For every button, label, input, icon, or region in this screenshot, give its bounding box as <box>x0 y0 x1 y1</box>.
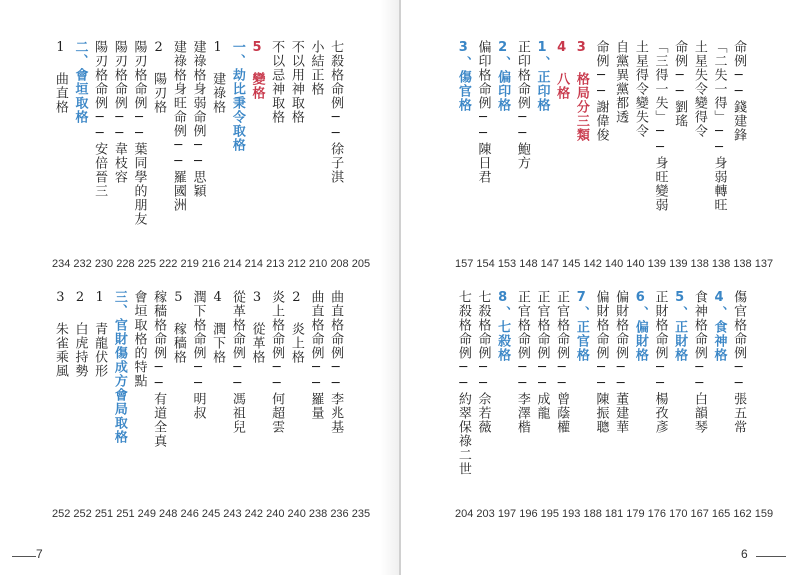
toc-heading: 1、正印格 <box>534 40 550 112</box>
toc-heading: 7、正官格 <box>573 290 589 362</box>
toc-entry: 建祿格身旺命例──羅國洲 <box>170 40 186 212</box>
toc-entry: 七殺格命例──佘若薇 <box>475 290 491 434</box>
toc-entry: 3 從革格 <box>249 290 265 364</box>
toc-entry: 命例──謝偉俊 <box>593 40 609 142</box>
toc-entry: 「三得一失」──身旺變弱 <box>652 40 668 212</box>
toc-entry: 七殺格命例──約翠保祿二世 <box>455 290 471 476</box>
toc-heading: 3 格局分三類 <box>573 40 589 142</box>
toc-entry: 4 潤下格 <box>210 290 226 364</box>
toc-entry: 土星失令變得令 <box>691 40 707 138</box>
toc-entry: 1 建祿格 <box>210 40 226 114</box>
toc-entry: 建祿格身弱命例──思穎 <box>190 40 206 198</box>
toc-entry: 七殺格命例──徐子淇 <box>328 40 344 184</box>
toc-heading: 6、偏財格 <box>632 290 648 362</box>
toc-entry: 偏財格命例──陳振聰 <box>593 290 609 434</box>
toc-heading: 4 八格 <box>554 40 570 100</box>
left-top-page-numbers: 234 232 230 228 225 222 219 216 214 214 213 212 210 208 205 <box>52 258 371 270</box>
toc-entry: 會垣取格的特點 <box>131 290 147 388</box>
toc-heading: 4、食神格 <box>711 290 727 362</box>
right-bottom-page-numbers: 204 203 197 196 195 193 188 181 179 176 170 167 165 162 159 <box>455 508 774 520</box>
toc-entry: 命例──錢建鋒 <box>731 40 747 142</box>
left-folio: 7 <box>36 547 43 561</box>
left-page <box>0 0 399 575</box>
toc-heading: 二、會垣取格 <box>72 40 88 124</box>
toc-entry: 食神格命例──白韻琴 <box>691 290 707 434</box>
toc-heading: 2、偏印格 <box>495 40 511 112</box>
toc-entry: 「二失一得」──身弱轉旺 <box>711 40 727 212</box>
toc-entry: 偏印格命例──陳日君 <box>475 40 491 184</box>
toc-entry: 2 炎上格 <box>288 290 304 364</box>
toc-entry: 1 青龍伏形 <box>92 290 108 378</box>
toc-entry: 偏財格命例──董建華 <box>613 290 629 434</box>
toc-entry: 正官格命例──成龍 <box>534 290 550 420</box>
toc-entry: 炎上格命例──何超雲 <box>269 290 285 434</box>
toc-entry: 曲直格命例──李兆基 <box>328 290 344 434</box>
toc-entry: 正財格命例──楊孜彥 <box>652 290 668 434</box>
toc-entry: 正印格命例──鮑方 <box>514 40 530 170</box>
toc-entry: 自黨異黨都透 <box>613 40 629 124</box>
toc-entry: 陽刃格命例──葉同學的朋友 <box>131 40 147 226</box>
toc-entry: 傷官格命例──張五常 <box>731 290 747 434</box>
toc-heading: 一、劫比秉令取格 <box>229 40 245 152</box>
toc-entry: 正官格命例──曾蔭權 <box>554 290 570 434</box>
toc-entry: 小結正格 <box>308 40 324 96</box>
toc-entry: 3 朱雀乘風 <box>52 290 68 378</box>
toc-heading: 5、正財格 <box>672 290 688 362</box>
right-top-toc-block <box>453 40 748 255</box>
toc-heading: 8、七殺格 <box>495 290 511 362</box>
toc-entry: 1 曲直格 <box>52 40 68 114</box>
left-bottom-toc-block <box>50 290 345 505</box>
toc-heading: 5 變格 <box>249 40 265 100</box>
toc-entry: 潤下格命例──明叔 <box>190 290 206 420</box>
toc-entry: 不以忌神取格 <box>269 40 285 124</box>
toc-entry: 從革格命例──馮祖兒 <box>229 290 245 434</box>
toc-heading: 三、官財傷成方會局取格 <box>111 290 127 444</box>
right-folio: 6 <box>741 547 748 561</box>
right-bottom-toc-block <box>453 290 748 505</box>
toc-entry: 不以用神取格 <box>288 40 304 124</box>
toc-entry: 2 白虎持勢 <box>72 290 88 378</box>
toc-entry: 稼穡格命例──有道全真 <box>151 290 167 448</box>
toc-entry: 2 陽刃格 <box>151 40 167 114</box>
toc-entry: 曲直格命例──羅量 <box>308 290 324 420</box>
right-top-page-numbers: 157 154 153 148 147 145 142 140 140 139 139 138 138 138 137 <box>455 258 774 270</box>
toc-entry: 土星得令變失令 <box>632 40 648 138</box>
left-bottom-page-numbers: 252 252 251 251 249 248 246 245 243 242 240 240 238 236 235 <box>52 508 371 520</box>
left-footer-rule <box>12 556 36 557</box>
toc-entry: 正官格命例──李澤楷 <box>514 290 530 434</box>
toc-heading: 3、傷官格 <box>455 40 471 112</box>
toc-entry: 陽刃格命例──韋枝容 <box>111 40 127 184</box>
toc-entry: 5 稼穡格 <box>170 290 186 364</box>
left-top-toc-block <box>50 40 345 255</box>
toc-entry: 陽刃格命例──安倍晉三 <box>92 40 108 198</box>
toc-entry: 命例──劉瑤 <box>672 40 688 128</box>
right-footer-rule <box>756 556 786 557</box>
right-page <box>401 0 800 575</box>
